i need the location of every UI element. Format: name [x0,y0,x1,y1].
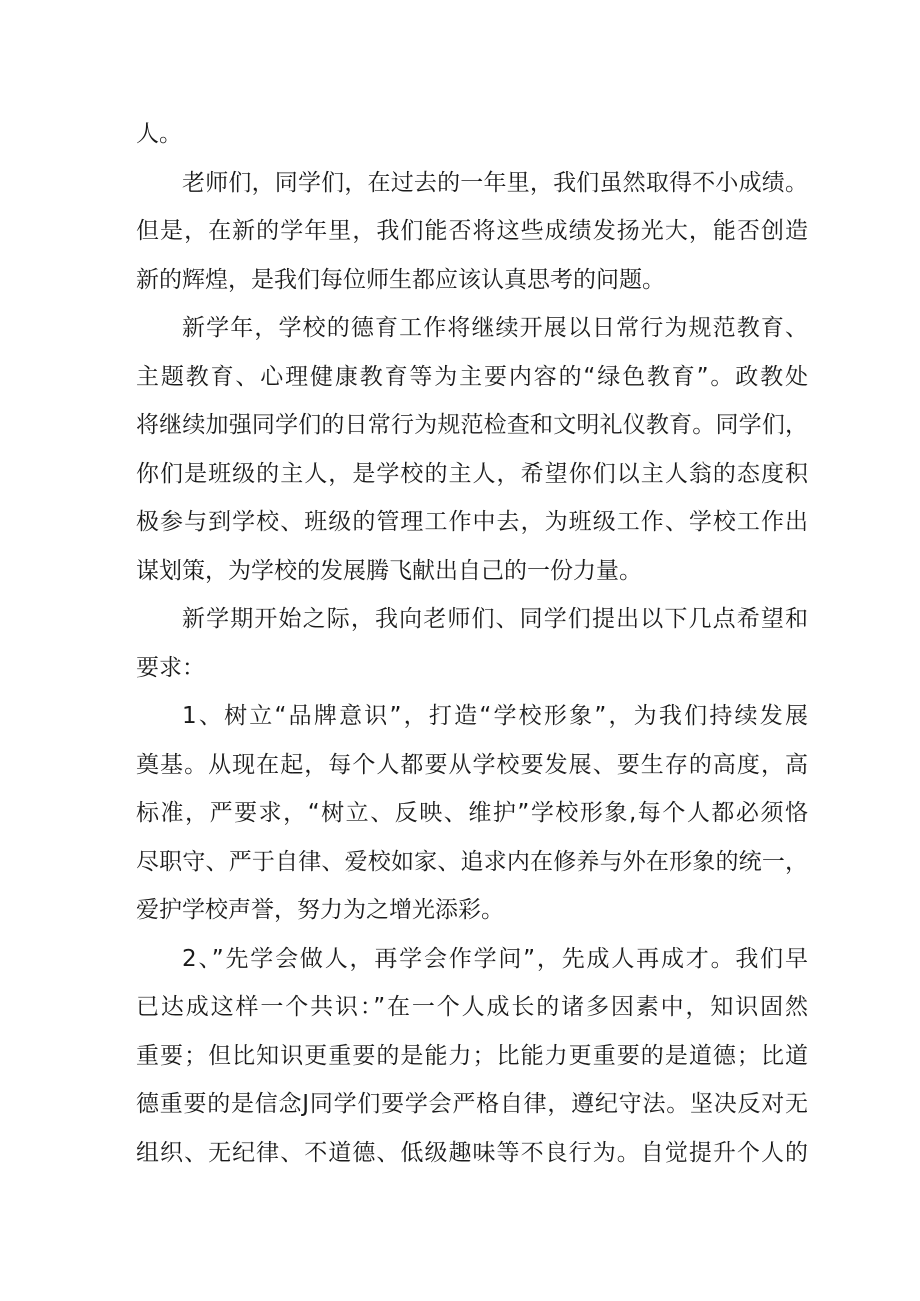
text-line: 新学年，学校的德育工作将继续开展以日常行为规范教育、 [182,315,808,341]
text-line: 极参与到学校、班级的管理工作中去，为班级工作、学校工作出 [136,509,808,535]
text-line: 已达成这样一个共识：”在一个人成长的诸多因素中，知识固然 [136,994,808,1020]
text-line: 谋划策，为学校的发展腾飞献出自己的一份力量。 [136,557,642,584]
text-line: 尽职守、严于自律、爱校如家、追求内在修养与外在形象的统一， [136,848,808,875]
text-line: 人。 [136,121,182,147]
text-line: 将继续加强同学们的日常行为规范检查和文明礼仪教育。同学们， [136,412,808,438]
text-line: 标准，严要求，“树立、反映、维护”学校形象,每个人都必须恪 [136,800,808,826]
text-line: 2、”先学会做人，再学会作学问”，先成人再成才。我们早 [182,945,808,972]
text-line: 爱护学校声誉，努力为之增光添彩。 [136,897,504,923]
text-line: 重要；但比知识更重要的是能力；比能力更重要的是道德；比道 [136,1042,808,1069]
text-line: 组织、无纪律、不道德、低级趣味等不良行为。自觉提升个人的 [136,1139,808,1166]
text-line: 奠基。从现在起，每个人都要从学校要发展、要生存的高度，高 [136,751,808,778]
text-line: 德重要的是信念J同学们要学会严格自律，遵纪守法。坚决反对无 [136,1091,808,1117]
text-line: 但是，在新的学年里，我们能否将这些成绩发扬光大，能否创造 [136,218,808,244]
text-line: 老师们，同学们，在过去的一年里，我们虽然取得不小成绩。 [182,169,808,196]
text-line: 新的辉煌，是我们每位师生都应该认真思考的问题。 [136,266,665,293]
text-line: 要求： [136,654,205,681]
body-text [136,110,808,1177]
text-line: 你们是班级的主人，是学校的主人，希望你们以主人翁的态度积 [136,460,808,487]
text-line: 新学期开始之际，我向老师们、同学们提出以下几点希望和 [182,606,808,632]
text-line: 主题教育、心理健康教育等为主要内容的“绿色教育”。政教处 [136,363,808,390]
text-line: 1、树立“品牌意识”，打造“学校形象”，为我们持续发展 [182,703,808,729]
